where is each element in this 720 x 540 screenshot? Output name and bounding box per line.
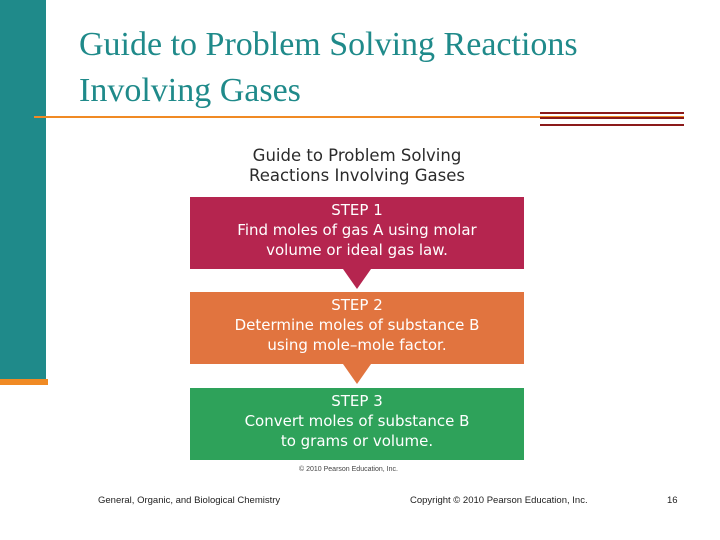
- step-3-text-line2: to grams or volume.: [280, 432, 434, 450]
- diagram-heading-line2: Reactions Involving Gases: [248, 166, 466, 185]
- step-3-label: STEP 3: [331, 392, 383, 410]
- step-1-text-line1: Find moles of gas A using molar: [237, 221, 477, 239]
- step-2-text-line2: using mole–mole factor.: [267, 336, 447, 354]
- step-2-box: [190, 292, 524, 364]
- diagram-copyright: © 2010 Pearson Education, Inc.: [299, 466, 398, 473]
- title-divider-ornament: [540, 112, 684, 126]
- step-1-box: [190, 197, 524, 269]
- slide-title: [79, 22, 699, 114]
- step-1-label: STEP 1: [331, 201, 383, 219]
- step-3-box: [190, 388, 524, 460]
- footer-course-title: General, Organic, and Biological Chemistry: [98, 495, 281, 506]
- footer-copyright: Copyright © 2010 Pearson Education, Inc.: [410, 495, 588, 506]
- step-2-arrow-down-icon: [343, 364, 371, 384]
- step-1-text-line2: volume or ideal gas law.: [266, 241, 448, 259]
- step-3-text-line1: Convert moles of substance B: [244, 412, 470, 430]
- step-2-label: STEP 2: [331, 296, 383, 314]
- diagram-heading: [190, 146, 524, 186]
- slide-title-line2: Involving Gases: [79, 72, 301, 109]
- step-2-text-line1: Determine moles of substance B: [234, 316, 480, 334]
- step-1-arrow-down-icon: [343, 269, 371, 289]
- slide-title-line1: Guide to Problem Solving Reactions: [79, 26, 578, 63]
- left-accent-bar: [0, 0, 46, 385]
- left-accent-strip: [0, 379, 48, 385]
- footer-page-number: 16: [667, 495, 678, 506]
- diagram-heading-line1: Guide to Problem Solving: [252, 146, 462, 165]
